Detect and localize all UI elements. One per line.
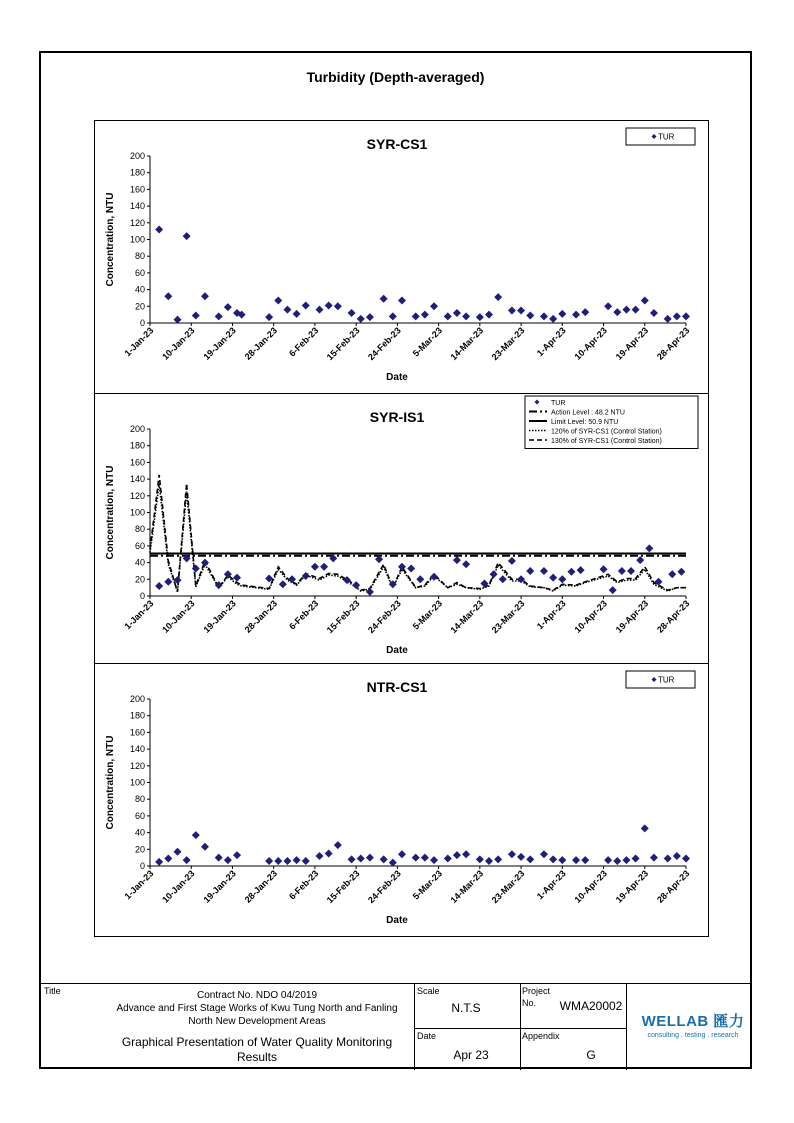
- data-point: [265, 313, 273, 321]
- x-tick-label: 24-Feb-23: [366, 325, 403, 363]
- y-tick-label: 60: [134, 267, 145, 278]
- data-point: [540, 850, 548, 858]
- data-point: [517, 306, 525, 314]
- y-tick-label: 160: [129, 727, 145, 738]
- data-point: [173, 316, 181, 324]
- data-point: [421, 854, 429, 862]
- y-tick-label: 80: [134, 524, 145, 535]
- data-point: [600, 565, 608, 573]
- legend-label: Limit Level: 50.9 NTU: [551, 419, 619, 426]
- y-tick-label: 140: [129, 201, 145, 212]
- y-tick-label: 80: [134, 794, 145, 805]
- data-point: [453, 309, 461, 317]
- y-tick-label: 80: [134, 251, 145, 262]
- data-point: [632, 306, 640, 314]
- x-tick-label: 1-Jan-23: [122, 868, 156, 902]
- logo-tagline: consulting . testing . research: [647, 1032, 739, 1039]
- contract-line-2: Advance and First Stage Works of Kwu Tung North and Fanling: [116, 1003, 398, 1014]
- data-point: [641, 296, 649, 304]
- page-frame: [39, 51, 752, 1069]
- data-point: [540, 567, 548, 575]
- data-point: [494, 293, 502, 301]
- data-point: [641, 824, 649, 832]
- y-tick-label: 100: [129, 507, 145, 518]
- data-point: [645, 544, 653, 552]
- data-point: [311, 563, 319, 571]
- data-point: [462, 850, 470, 858]
- data-point: [444, 312, 452, 320]
- x-tick-label: 6-Feb-23: [287, 325, 321, 359]
- x-tick-label: 1-Jan-23: [122, 598, 156, 632]
- x-tick-label: 6-Feb-23: [287, 598, 321, 632]
- drawing-title-line-2: Results: [236, 1050, 277, 1064]
- x-tick-label: 1-Jan-23: [122, 325, 156, 359]
- chart-ntr-cs1: [95, 664, 710, 938]
- data-point: [490, 570, 498, 578]
- data-point: [224, 856, 232, 864]
- scale-value: N.T.S: [451, 1001, 481, 1015]
- y-tick-label: 20: [134, 844, 145, 855]
- data-point: [302, 857, 310, 865]
- data-point: [302, 301, 310, 309]
- data-point: [183, 856, 191, 864]
- data-point: [412, 854, 420, 862]
- data-point: [274, 857, 282, 865]
- data-point: [673, 312, 681, 320]
- y-tick-label: 40: [134, 284, 145, 295]
- data-point: [201, 292, 209, 300]
- legend-label: TUR: [658, 675, 675, 685]
- y-tick-label: 180: [129, 710, 145, 721]
- y-tick-label: 0: [139, 318, 145, 328]
- data-point: [366, 588, 374, 596]
- data-point: [192, 564, 200, 572]
- data-point: [430, 302, 438, 310]
- y-tick-label: 140: [129, 744, 145, 755]
- x-axis-label: Date: [386, 645, 408, 656]
- data-point: [274, 296, 282, 304]
- data-point: [325, 301, 333, 309]
- data-point: [577, 566, 585, 574]
- data-point: [421, 311, 429, 319]
- data-point: [334, 302, 342, 310]
- data-point: [192, 311, 200, 319]
- project-number: WMA20002: [559, 999, 623, 1013]
- data-point: [627, 567, 635, 575]
- y-tick-label: 160: [129, 184, 145, 195]
- y-tick-label: 100: [129, 777, 145, 788]
- chart-title: NTR-CS1: [366, 679, 428, 695]
- project-label: Project: [522, 986, 551, 996]
- data-point: [316, 852, 324, 860]
- data-point: [183, 232, 191, 240]
- project-no-label: No.: [522, 998, 537, 1008]
- legend-label: Action Level : 48.2 NTU: [551, 409, 625, 417]
- x-tick-label: 23-Mar-23: [489, 868, 527, 906]
- data-point: [508, 850, 516, 858]
- data-point: [283, 857, 291, 865]
- x-tick-label: 5-Mar-23: [410, 868, 445, 902]
- data-point: [164, 292, 172, 300]
- y-tick-label: 0: [139, 861, 145, 871]
- data-point: [366, 854, 374, 862]
- x-tick-label: 14-Mar-23: [448, 868, 486, 906]
- data-point: [288, 575, 296, 583]
- chart-panel-syr-is1: [94, 393, 709, 664]
- data-point: [558, 575, 566, 583]
- data-point: [164, 854, 172, 862]
- y-axis-label: Concentration, NTU: [105, 192, 116, 287]
- data-point: [549, 855, 557, 863]
- x-tick-label: 28-Jan-23: [242, 868, 280, 905]
- data-point: [224, 303, 232, 311]
- x-tick-label: 28-Apr-23: [654, 598, 692, 635]
- chart-title: SYR-CS1: [366, 136, 428, 152]
- data-point: [164, 578, 172, 586]
- x-tick-label: 24-Feb-23: [366, 598, 403, 636]
- data-point: [613, 857, 621, 865]
- data-point: [604, 856, 612, 864]
- y-tick-label: 160: [129, 457, 145, 468]
- data-point: [192, 831, 200, 839]
- data-point: [476, 313, 484, 321]
- y-tick-label: 20: [134, 301, 145, 312]
- x-tick-label: 14-Mar-23: [448, 598, 486, 636]
- legend-label: 120% of SYR-CS1 (Control Station): [551, 428, 662, 436]
- x-tick-label: 5-Mar-23: [410, 325, 445, 359]
- data-point: [416, 575, 424, 583]
- logo-name: WELLAB 匯力: [641, 1013, 745, 1030]
- legend-label: TUR: [658, 132, 675, 142]
- data-point: [549, 574, 557, 582]
- page-title: Turbidity (Depth-averaged): [306, 69, 485, 85]
- x-tick-label: 19-Apr-23: [613, 325, 651, 362]
- data-point: [609, 586, 617, 594]
- x-axis-label: Date: [386, 915, 408, 926]
- data-point: [389, 312, 397, 320]
- x-tick-label: 28-Apr-23: [654, 325, 692, 362]
- data-point: [673, 852, 681, 860]
- x-tick-label: 10-Apr-23: [572, 868, 609, 905]
- x-tick-label: 1-Apr-23: [534, 325, 568, 359]
- y-tick-label: 200: [129, 424, 145, 434]
- data-point: [453, 851, 461, 859]
- title-block: [41, 983, 750, 1070]
- data-point: [407, 564, 415, 572]
- x-tick-label: 5-Mar-23: [410, 598, 445, 632]
- data-point: [201, 843, 209, 851]
- x-tick-label: 15-Feb-23: [324, 598, 362, 636]
- data-point: [155, 582, 163, 590]
- y-tick-label: 200: [129, 151, 145, 161]
- data-point: [389, 859, 397, 867]
- data-point: [581, 856, 589, 864]
- x-tick-label: 10-Apr-23: [572, 325, 609, 362]
- x-tick-label: 23-Mar-23: [489, 325, 527, 363]
- appendix-label: Appendix: [522, 1031, 560, 1041]
- x-tick-label: 1-Apr-23: [534, 868, 568, 902]
- scale-label: Scale: [417, 986, 440, 996]
- data-point: [622, 306, 630, 314]
- y-tick-label: 100: [129, 234, 145, 245]
- y-axis-label: Concentration, NTU: [105, 465, 116, 560]
- y-tick-label: 20: [134, 574, 145, 585]
- x-tick-label: 28-Jan-23: [242, 598, 280, 635]
- data-point: [155, 225, 163, 233]
- x-tick-label: 19-Jan-23: [201, 325, 238, 362]
- data-point: [567, 568, 575, 576]
- company-logo: [637, 1010, 749, 1039]
- x-tick-label: 15-Feb-23: [324, 325, 362, 363]
- x-tick-label: 6-Feb-23: [287, 868, 321, 902]
- data-point: [526, 567, 534, 575]
- x-tick-label: 14-Mar-23: [448, 325, 486, 363]
- data-point: [412, 312, 420, 320]
- x-tick-label: 10-Jan-23: [160, 598, 197, 635]
- x-tick-label: 19-Apr-23: [613, 868, 651, 905]
- data-point: [664, 854, 672, 862]
- data-point: [173, 848, 181, 856]
- data-point: [155, 858, 163, 866]
- data-point: [613, 308, 621, 316]
- data-point: [293, 310, 301, 318]
- data-point: [430, 856, 438, 864]
- data-point: [462, 312, 470, 320]
- x-axis-label: Date: [386, 372, 408, 383]
- x-tick-label: 24-Feb-23: [366, 868, 403, 906]
- data-point: [622, 856, 630, 864]
- y-tick-label: 60: [134, 810, 145, 821]
- y-tick-label: 180: [129, 440, 145, 451]
- y-axis-label: Concentration, NTU: [105, 735, 116, 830]
- data-point: [320, 563, 328, 571]
- y-tick-label: 200: [129, 694, 145, 704]
- y-tick-label: 120: [129, 760, 145, 771]
- data-point: [366, 313, 374, 321]
- data-point: [233, 851, 241, 859]
- data-point: [664, 315, 672, 323]
- y-tick-label: 60: [134, 540, 145, 551]
- contract-line-1: Contract No. NDO 04/2019: [196, 990, 318, 1001]
- data-point: [453, 556, 461, 564]
- data-point: [316, 306, 324, 314]
- x-tick-label: 15-Feb-23: [324, 868, 362, 906]
- data-point: [357, 854, 365, 862]
- y-tick-label: 180: [129, 167, 145, 178]
- y-tick-label: 140: [129, 474, 145, 485]
- data-point: [485, 311, 493, 319]
- chart-syr-is1: [95, 394, 710, 665]
- data-point: [325, 849, 333, 857]
- x-tick-label: 10-Jan-23: [160, 325, 197, 362]
- chart-syr-cs1: [95, 121, 710, 395]
- title-label: Title: [44, 986, 61, 996]
- data-point: [581, 308, 589, 316]
- x-tick-label: 10-Apr-23: [572, 598, 609, 635]
- data-point: [650, 854, 658, 862]
- chart-panel-syr-cs1: [94, 120, 709, 394]
- data-point: [215, 312, 223, 320]
- legend-label: 130% of SYR-CS1 (Control Station): [551, 438, 662, 445]
- y-tick-label: 0: [139, 591, 145, 601]
- data-point: [650, 309, 658, 317]
- chart-title: SYR-IS1: [369, 409, 425, 425]
- legend-label: TUR: [551, 400, 566, 407]
- data-point: [526, 855, 534, 863]
- data-point: [494, 855, 502, 863]
- data-point: [201, 559, 209, 567]
- data-point: [476, 855, 484, 863]
- data-point: [526, 311, 534, 319]
- appendix-value: G: [586, 1048, 596, 1062]
- data-point: [348, 309, 356, 317]
- data-point: [398, 850, 406, 858]
- data-point: [279, 580, 287, 588]
- data-point: [636, 556, 644, 564]
- date-label: Date: [417, 1031, 437, 1041]
- data-point: [572, 311, 580, 319]
- y-tick-label: 120: [129, 490, 145, 501]
- x-tick-label: 28-Apr-23: [654, 868, 692, 905]
- chart-panel-ntr-cs1: [94, 663, 709, 937]
- data-point: [357, 315, 365, 323]
- data-point: [558, 856, 566, 864]
- data-point: [618, 567, 626, 575]
- data-point: [540, 312, 548, 320]
- x-tick-label: 28-Jan-23: [242, 325, 280, 362]
- y-tick-label: 120: [129, 217, 145, 228]
- data-point: [380, 295, 388, 303]
- data-point: [499, 575, 507, 583]
- data-point: [632, 854, 640, 862]
- data-point: [668, 570, 676, 578]
- data-point: [352, 581, 360, 589]
- x-tick-label: 1-Apr-23: [534, 598, 568, 632]
- data-point: [485, 857, 493, 865]
- data-point: [558, 310, 566, 318]
- y-tick-label: 40: [134, 557, 145, 568]
- drawing-title-line-1: Graphical Presentation of Water Quality Monitoring: [121, 1035, 393, 1049]
- data-point: [380, 855, 388, 863]
- data-point: [604, 302, 612, 310]
- data-point: [677, 568, 685, 576]
- data-point: [508, 557, 516, 565]
- data-point: [233, 574, 241, 582]
- data-point: [334, 841, 342, 849]
- data-point: [444, 854, 452, 862]
- data-point: [508, 306, 516, 314]
- data-point: [549, 315, 557, 323]
- data-point: [517, 853, 525, 861]
- x-tick-label: 19-Jan-23: [201, 868, 238, 905]
- date-value: Apr 23: [453, 1048, 489, 1062]
- x-tick-label: 19-Apr-23: [613, 598, 651, 635]
- x-tick-label: 10-Jan-23: [160, 868, 197, 905]
- data-point: [572, 856, 580, 864]
- data-point: [215, 854, 223, 862]
- data-point: [293, 856, 301, 864]
- y-tick-label: 40: [134, 827, 145, 838]
- contract-line-3: North New Development Areas: [188, 1016, 326, 1027]
- data-point: [682, 854, 690, 862]
- data-point: [462, 560, 470, 568]
- data-point: [265, 857, 273, 865]
- data-point: [682, 312, 690, 320]
- data-point: [398, 296, 406, 304]
- data-point: [348, 855, 356, 863]
- data-point: [283, 306, 291, 314]
- x-tick-label: 23-Mar-23: [489, 598, 527, 636]
- x-tick-label: 19-Jan-23: [201, 598, 238, 635]
